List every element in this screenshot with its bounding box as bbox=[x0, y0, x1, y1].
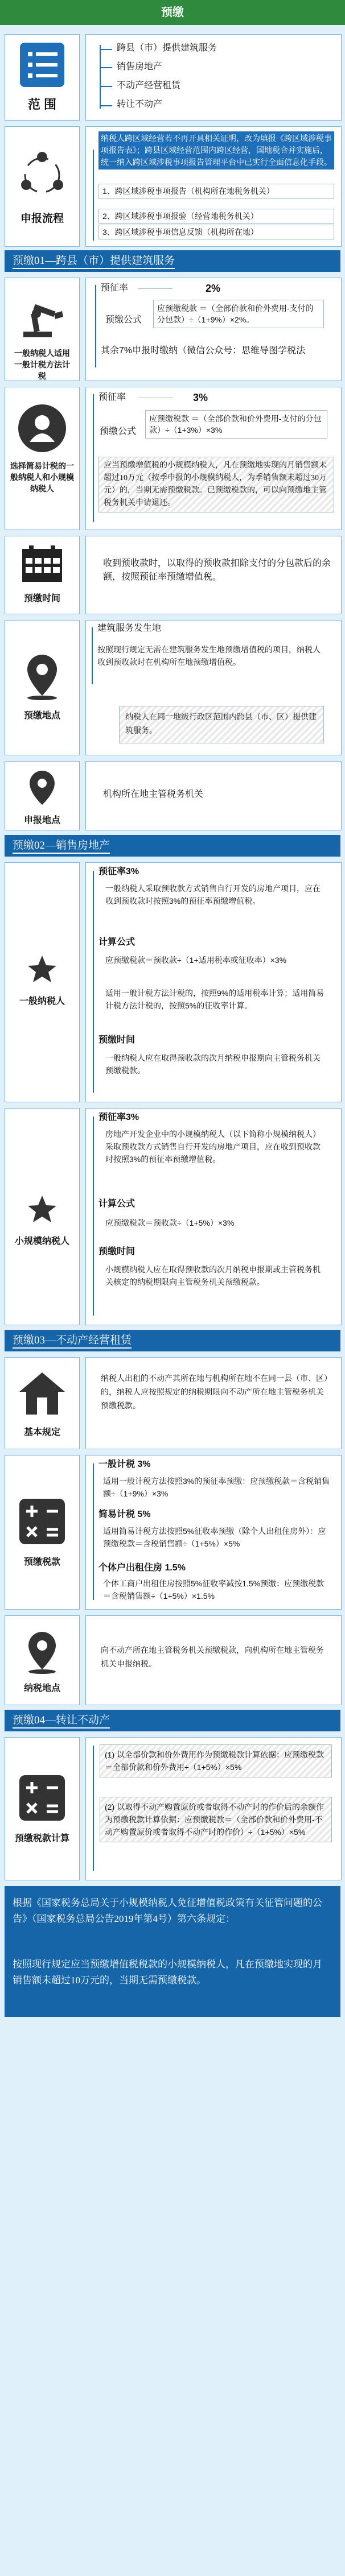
section1-header bbox=[5, 250, 340, 272]
s1-general-note: 其余7%申报时缴纳（微信公众号：思维导图学税法 bbox=[101, 346, 306, 355]
s3-calc-item-title: 简易计税 5% bbox=[98, 1510, 151, 1519]
s2-small-rate-text: 房地产开发企业中的小规模纳税人（以下简称小规模纳税人）采取预收款方式销售自行开发的房地产项目，应在收到预收款时按照3%的预征率预缴增值税。 bbox=[105, 1130, 321, 1164]
s2-general-label: 一般纳税人 bbox=[19, 997, 65, 1006]
s3-calc-panel bbox=[85, 1455, 342, 1610]
s3-basic-label: 基本规定 bbox=[23, 1428, 60, 1437]
robot-arm-icon bbox=[17, 291, 68, 342]
footer-text-1: 根据《国家税务总局关于小规模纳税人免征增值税政策有关征管问题的公告》（国家税务总局公告2019年第4号）第六条规定： bbox=[13, 1897, 322, 1924]
s1-report-label: 申报地点 bbox=[23, 816, 60, 825]
star-icon bbox=[26, 1194, 58, 1226]
s2-general-rate-text: 一般纳税人采取预收款方式销售自行开发的房地产项目，应在收到预收款时按照3%的预征率预缴增值税。 bbox=[105, 884, 321, 905]
star-icon bbox=[26, 954, 58, 986]
cycle-icon bbox=[17, 150, 68, 201]
s2-small-time-text: 小规模纳税人应在取得预收款的次月纳税申报期或主管税务机关核定的纳税期限向主管税务机关预缴税款。 bbox=[105, 1265, 321, 1287]
s4-calc-label: 预缴税款计算 bbox=[14, 1834, 69, 1843]
s2-general-time-text: 一般纳税人应在取得预收款的次月纳税申报期向主管税务机关预缴税款。 bbox=[105, 1053, 321, 1075]
s1-place-icon-box bbox=[5, 620, 80, 755]
s1-report-panel bbox=[85, 761, 342, 830]
section2-header bbox=[5, 835, 340, 857]
s1-place-label: 预缴地点 bbox=[23, 711, 60, 721]
s1-place-text: 按照现行规定无需在建筑服务发生地预缴增值税的项目，纳税人收到预收款时在机构所在地预缴增值税。 bbox=[97, 645, 321, 667]
s1-time-icon-box bbox=[5, 536, 80, 614]
s2-general-calc2: 适用一般计税方法计税的，按照9%的适用税率计算；适用简易计税方法计税的，按照5%的征收率计算。 bbox=[105, 989, 325, 1010]
process-panel bbox=[85, 126, 342, 247]
s1-simple-formula-label: 预缴公式 bbox=[100, 427, 137, 436]
s1-general-panel bbox=[85, 278, 342, 381]
s1-place-note: 纳税人在同一地级行政区范围内跨县（市、区）提供建筑服务。 bbox=[119, 706, 324, 743]
process-step: 1、跨区域涉税事项报告（机构所在地税务机关） bbox=[98, 184, 334, 199]
s3-basic-text: 纳税人出租的不动产其所在地与机构所在地不在同一县（市、区）的，纳税人应按照规定的纳税期限向不动产所在地主管税务机关预缴税款。 bbox=[101, 1374, 328, 1410]
s1-report-icon-box bbox=[5, 761, 80, 830]
s1-simple-rate: 3% bbox=[193, 392, 208, 403]
s1-simple-rate-label: 预征率 bbox=[98, 392, 126, 402]
s1-general-rate: 2% bbox=[206, 283, 221, 294]
s1-simple-panel bbox=[85, 387, 342, 530]
s1-general-formula-label: 预缴公式 bbox=[105, 315, 142, 325]
s3-calc-item-text: 个体工商户出租住房按照5%征收率减按1.5%预缴：应预缴税款＝含税销售额÷（1+5%）×1.5% bbox=[103, 1579, 325, 1601]
s1-report-text: 机构所在地主管税务机关 bbox=[103, 789, 204, 799]
scope-item: 跨县（市）提供建筑服务 bbox=[117, 43, 217, 53]
s3-place-text: 向不动产所在地主管税务机关预缴税款，向机构所在地主管税务机关申报纳税。 bbox=[101, 1645, 324, 1668]
s2-small-label: 小规模纳税人 bbox=[14, 1237, 69, 1246]
s1-general-formula: 应预缴税款 ＝（全部价款和价外费用-支付的分包款）÷（1+9%）×2%。 bbox=[153, 300, 324, 328]
s3-calc-icon-box bbox=[5, 1455, 80, 1610]
s2-general-calc-text: 应预缴税款＝预收款÷（1+适用税率或征收率）×3% bbox=[105, 956, 287, 965]
s1-time-text: 收到预收款时，以取得的预收款扣除支付的分包款后的余额，按照预征率预缴增值税。 bbox=[103, 559, 331, 582]
scope-icon-box bbox=[5, 34, 80, 121]
process-label: 申报流程 bbox=[20, 213, 64, 225]
s2-small-calc-text: 应预缴税款＝预收款÷（1+5%）×3% bbox=[105, 1218, 235, 1227]
s2-small-icon-box bbox=[5, 1108, 80, 1325]
page-title: 预缴 bbox=[161, 6, 184, 19]
s2-general-calc-title: 计算公式 bbox=[98, 937, 135, 947]
s3-place-panel bbox=[85, 1615, 342, 1705]
page-title-bar bbox=[0, 0, 345, 25]
map-pin-icon bbox=[22, 652, 62, 701]
s2-small-time-title: 预缴时间 bbox=[98, 1247, 135, 1256]
scope-item: 转让不动产 bbox=[117, 100, 163, 109]
scope-label: 范 围 bbox=[27, 97, 57, 111]
s3-calc-item-text: 适用简易计税方法按照5%征收率预缴（除个人出租住房外）：应预缴税款＝含税销售额÷（1+5%）×5% bbox=[103, 1527, 326, 1548]
list-icon bbox=[20, 43, 64, 87]
s1-time-label: 预缴时间 bbox=[23, 594, 60, 603]
s2-general-time-title: 预缴时间 bbox=[98, 1035, 135, 1045]
s4-calc-panel bbox=[85, 1737, 342, 1880]
s1-place-panel bbox=[85, 620, 342, 755]
s2-general-icon-box bbox=[5, 862, 80, 1102]
s3-place-icon-box bbox=[5, 1615, 80, 1705]
process-intro: 纳税人跨区域经营若不再开具相关证明，改为填报《跨区域涉税事项报告表》；跨县区域经营范围内跨区经营，国地税合并实施后，统一纳入跨区域涉税事项报告管理平台中已实行全面信息化手段。 bbox=[98, 131, 334, 169]
scope-panel bbox=[85, 34, 342, 121]
map-pin-icon bbox=[25, 768, 59, 808]
s4-calc-item: (1) 以全部价款和价外费用作为预缴税款计算依据：应预缴税款＝全部价款和价外费用÷（1+5%）×5% bbox=[100, 1744, 332, 1777]
s3-calc-item-title: 一般计税 3% bbox=[98, 1459, 151, 1469]
section4-title: 预缴04—转让不动产 bbox=[13, 1714, 110, 1729]
s1-place-tag: 建筑服务发生地 bbox=[97, 623, 162, 633]
person-icon bbox=[18, 404, 66, 452]
map-pin-icon bbox=[24, 1630, 60, 1675]
s1-general-rate-label: 预征率 bbox=[101, 283, 129, 293]
s1-simple-note: 应当预缴增值税的小规模纳税人，凡在预缴地实现的月销售额未超过10万元（按季申报的小规模纳税人，为季销售额未超过30万元）的，当期无需预缴税款。已预缴税款的，可以向预缴地主管税务机关申请退还。 bbox=[98, 457, 334, 512]
s2-general-panel bbox=[85, 862, 342, 1102]
s3-calc-item-text: 适用一般计税方法按照3%的预征率预缴：应预缴税款＝含税销售额÷（1+9%）×3% bbox=[103, 1477, 330, 1498]
scope-item: 销售房地产 bbox=[117, 62, 163, 72]
s2-small-rate-title: 预征率3% bbox=[98, 1113, 139, 1122]
calendar-icon bbox=[20, 544, 64, 584]
s4-calc-icon-box bbox=[5, 1737, 80, 1880]
s4-calc-item: (2) 以取得不动产购置原价或者取得不动产时的作价后的余额作为预缴税款计算依据：应预缴税款＝（全部价款和价外费用-不动产购置原价或者取得不动产时的作价）÷（1+5%）×5% bbox=[100, 1797, 332, 1842]
s1-general-icon-box bbox=[5, 278, 80, 381]
scope-item: 不动产经营租赁 bbox=[117, 81, 181, 90]
section1-title: 预缴01—跨县（市）提供建筑服务 bbox=[13, 254, 175, 269]
section3-header bbox=[5, 1330, 340, 1351]
process-icon-box bbox=[5, 126, 80, 247]
s3-place-label: 纳税地点 bbox=[23, 1684, 60, 1693]
s3-calc-item-title: 个体户出租住房 1.5% bbox=[98, 1563, 186, 1573]
s1-simple-formula: 应预缴税款 ＝（全部价款和价外费用-支付的分包款）÷（1+3%）×3% bbox=[145, 410, 327, 439]
section2-title: 预缴02—销售房地产 bbox=[13, 839, 110, 854]
s2-small-calc-title: 计算公式 bbox=[98, 1199, 135, 1209]
s3-calc-label: 预缴税款 bbox=[23, 1557, 60, 1567]
s1-simple-label: 选择简易计税的一般纳税人和小规模纳税人 bbox=[10, 461, 74, 493]
process-step: 2、跨区域涉税事项报验（经营地税务机关） bbox=[98, 209, 334, 224]
s1-time-panel bbox=[85, 536, 342, 614]
section3-title: 预缴03—不动产经营租赁 bbox=[13, 1334, 132, 1349]
s3-basic-icon-box bbox=[5, 1357, 80, 1449]
s1-general-label: 一般纳税人适用一般计税方法计税 bbox=[14, 349, 70, 381]
footer-text-2: 按照现行规定应当预缴增值税税款的小规模纳税人，凡在预缴地实现的月销售额未超过10万元的，当期无需预缴税款。 bbox=[13, 1959, 322, 1986]
s3-basic-panel bbox=[85, 1357, 342, 1449]
section4-header bbox=[5, 1710, 340, 1731]
calculator-icon bbox=[18, 1774, 66, 1822]
calculator-icon bbox=[18, 1498, 66, 1545]
s2-general-rate-title: 预征率3% bbox=[98, 867, 139, 876]
process-step: 3、跨区域涉税事项信息反馈（机构所在地） bbox=[98, 225, 334, 239]
s1-simple-icon-box bbox=[5, 387, 80, 530]
s2-small-panel bbox=[85, 1108, 342, 1325]
house-icon bbox=[17, 1369, 68, 1418]
